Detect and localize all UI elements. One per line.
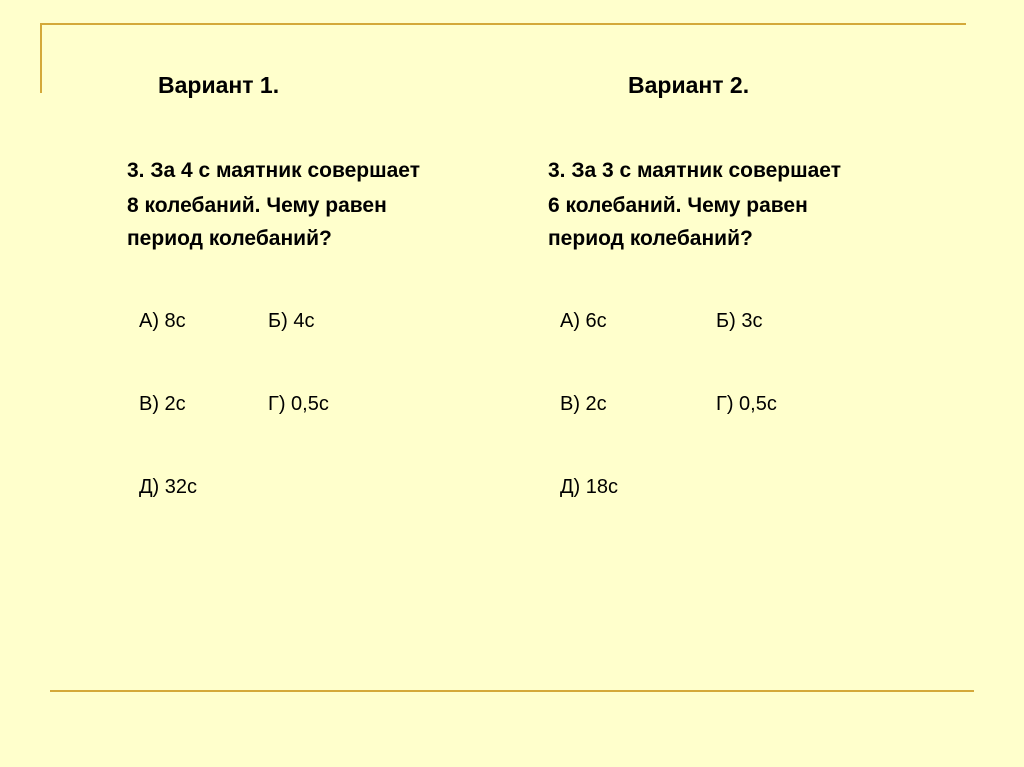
frame-left-line [40,23,42,93]
variant1-question-line3: период колебаний? [127,227,332,250]
variant1-answer-a: А) 8с [139,310,186,332]
variant1-answer-g: Г) 0,5с [268,393,329,415]
variant1-answer-v: В) 2с [139,393,186,415]
variant1-question-line2: 8 колебаний. Чему равен [127,194,387,217]
variant2-question-line3: период колебаний? [548,227,753,250]
variant2-answer-g: Г) 0,5с [716,393,777,415]
variant2-question-line2: 6 колебаний. Чему равен [548,194,808,217]
variant2-question-line1: 3. За 3 с маятник совершает [548,159,841,182]
variant1-title: Вариант 1. [158,72,280,98]
variant1-answer-d: Д) 32с [139,476,198,498]
variant1-answer-b: Б) 4с [268,310,315,332]
frame-top-line [40,23,966,25]
variant2-answer-b: Б) 3с [716,310,763,332]
variant2-answer-d: Д) 18с [560,476,619,498]
variant2-answer-v: В) 2с [560,393,607,415]
variant2-answer-a: А) 6с [560,310,607,332]
variant2-title: Вариант 2. [628,72,750,98]
variant1-question-line1: 3. За 4 с маятник совершает [127,159,420,182]
frame-bottom-line [50,690,974,692]
